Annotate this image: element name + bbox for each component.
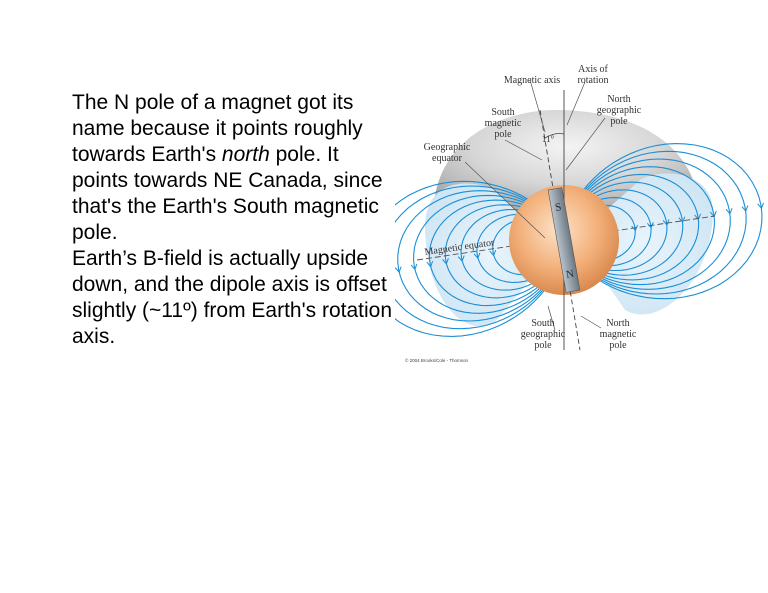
earth-dipole-diagram: [395, 50, 765, 380]
copyright-credit: © 2004 Brooks/Cole - Thomson: [405, 358, 469, 363]
paragraph-1-start: The N pole of a magnet got its name because it points roughly towards Earth's: [72, 91, 363, 166]
south-geographic-pole-label-2: geographic: [520, 329, 566, 340]
earth-magnetic-field-figure: [395, 50, 765, 380]
magnet-s-label: S: [554, 201, 563, 214]
paragraph-north-pole: [72, 90, 392, 246]
north-magnetic-pole-label-3: pole: [609, 340, 627, 351]
magnet-n-label: N: [565, 267, 576, 282]
paragraph-b-field: Earth’s B-field is actually upside down, and the dipole axis is offset slightly (~11º) from Earth's rotation axis.: [72, 247, 392, 348]
south-geographic-pole-label-3: pole: [534, 340, 552, 351]
north-magnetic-pole-label-2: magnetic: [599, 329, 637, 340]
angle-label: 11°: [541, 134, 555, 144]
emphasis-north: north: [221, 143, 270, 166]
south-magnetic-pole-label-3: pole: [494, 129, 512, 140]
north-geographic-pole-label-2: geographic: [596, 105, 642, 116]
north-geographic-pole-label-3: pole: [610, 116, 628, 127]
geographic-equator-label-1: Geographic: [423, 142, 471, 153]
north-magnetic-pole-label-1: North: [606, 318, 630, 329]
axis-of-rotation-label-1: Axis of: [578, 64, 608, 75]
magnetic-axis-label: Magnetic axis: [503, 75, 561, 86]
south-magnetic-pole-label-1: South: [491, 107, 515, 118]
south-magnetic-pole-label-2: magnetic: [484, 118, 522, 129]
paragraph-1-end: pole. It points towards NE Canada, since that's the Earth's South magnetic pole.: [72, 143, 383, 244]
geographic-equator-label-2: equator: [432, 153, 462, 164]
magnetic-equator-label: Magnetic equator: [423, 237, 495, 258]
axis-of-rotation-label-2: rotation: [577, 75, 609, 86]
south-geographic-pole-label-1: South: [531, 318, 555, 329]
explanation-text: [72, 90, 392, 350]
north-geographic-pole-label-1: North: [607, 94, 631, 105]
